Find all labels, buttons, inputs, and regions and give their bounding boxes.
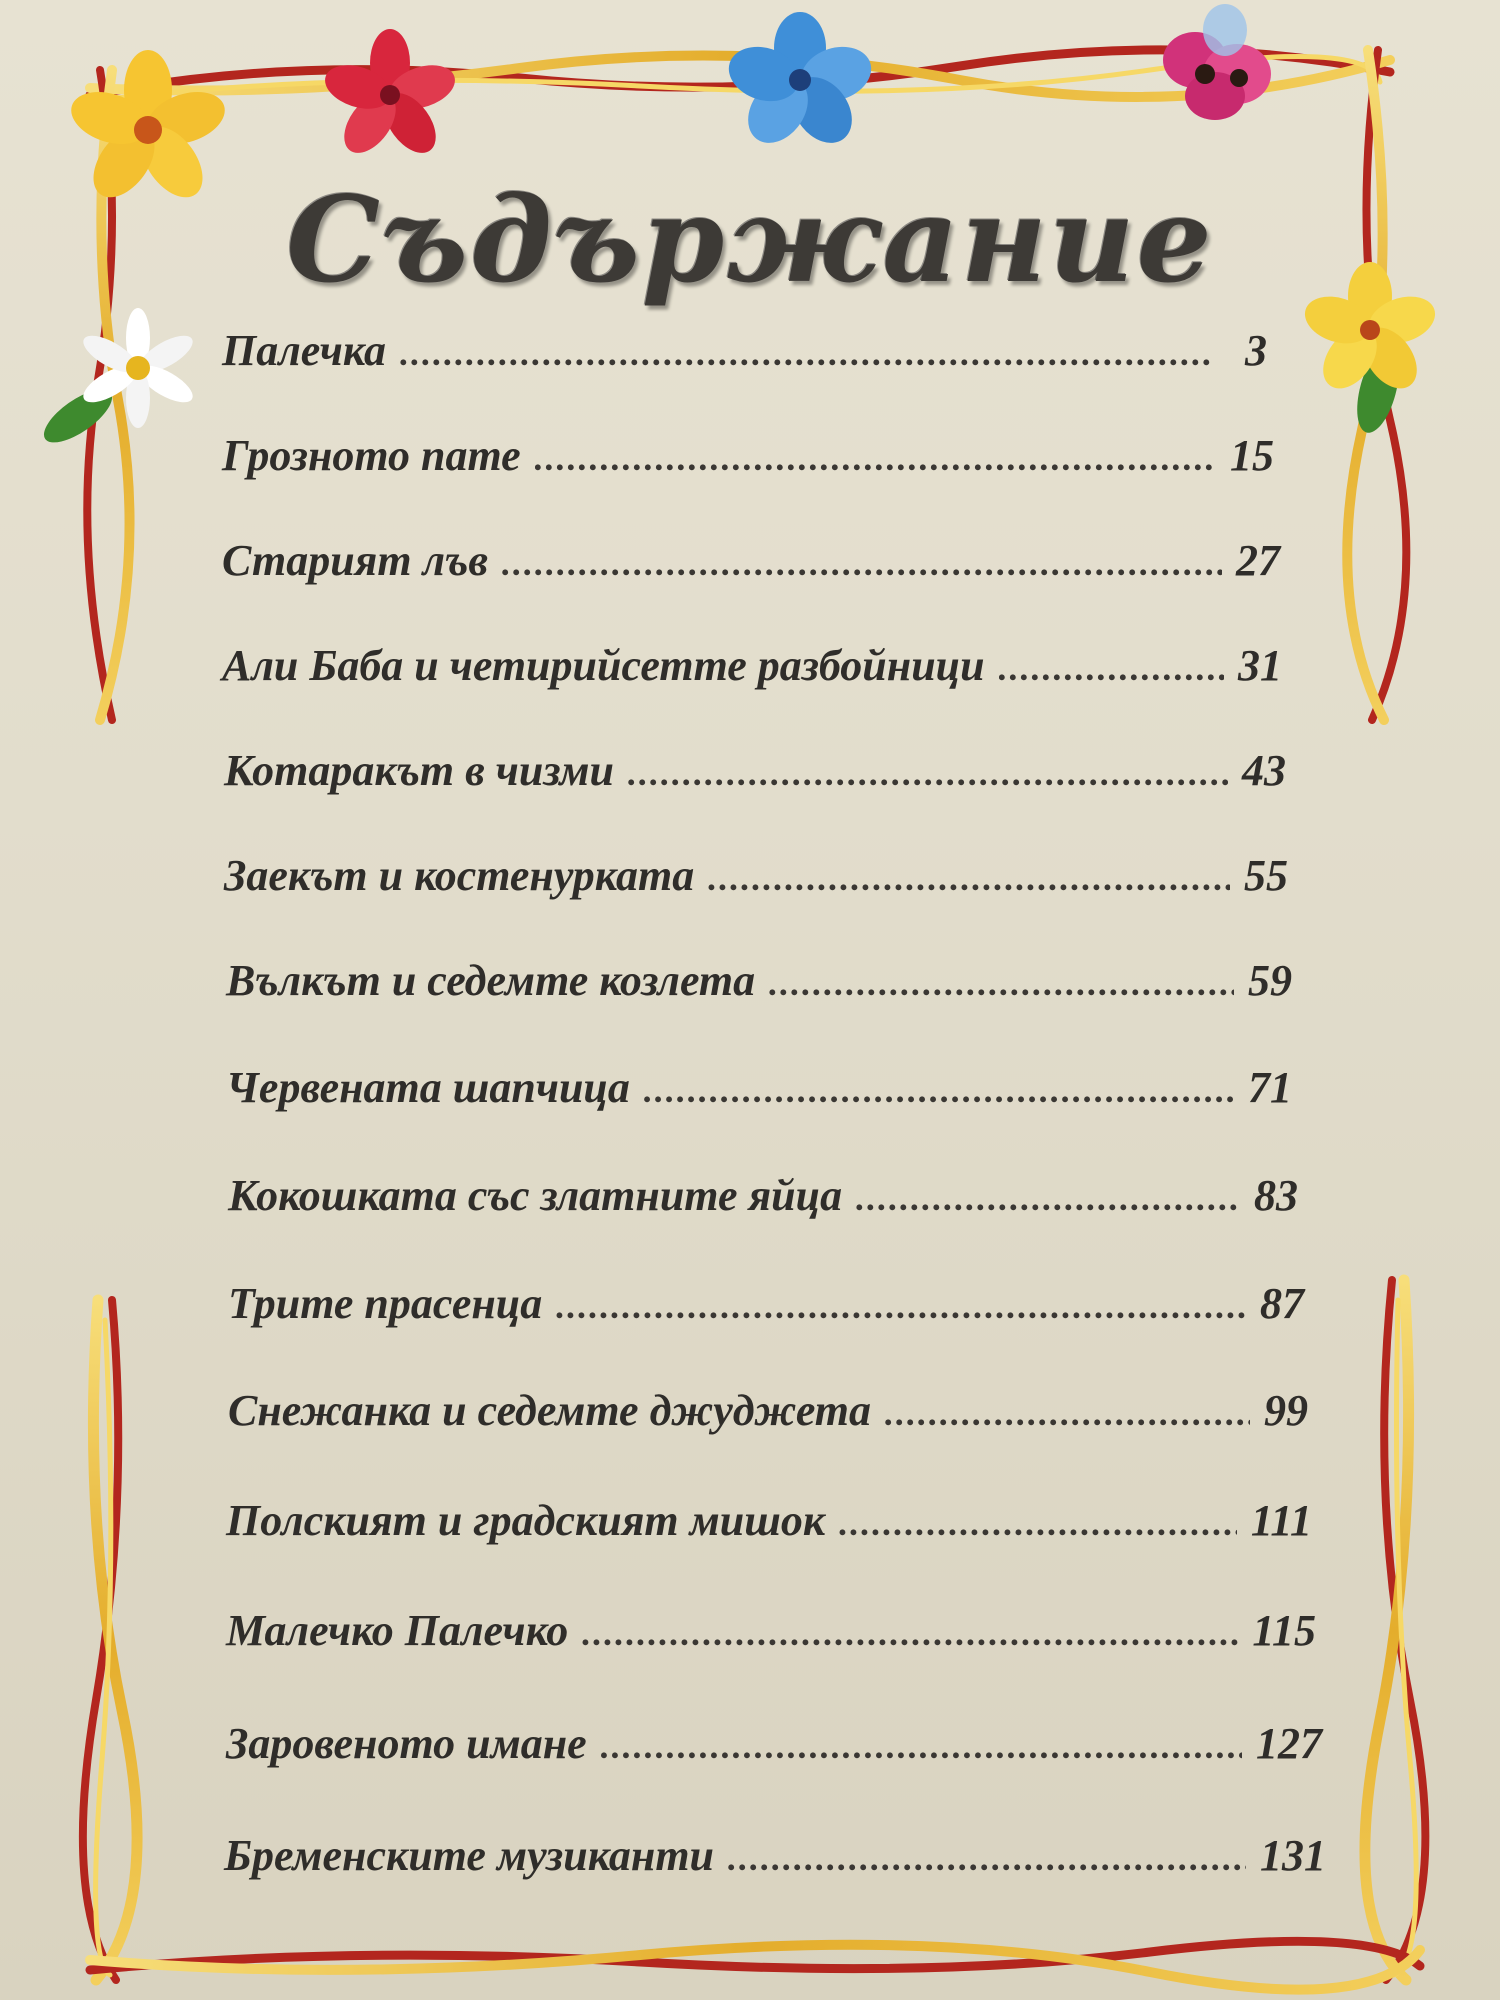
dot-leader: [601, 1725, 1242, 1767]
dot-leader: [644, 1069, 1234, 1111]
toc-entry[interactable]: [222, 535, 1280, 586]
dot-leader: [769, 962, 1234, 1004]
toc-entry-title: Палечка: [222, 326, 387, 375]
toc-entry-title: Полският и градският мишок: [226, 1496, 826, 1545]
toc-entry-title: Заекът и костенурката: [224, 851, 695, 900]
dot-leader: [728, 1837, 1246, 1879]
toc-entry[interactable]: [226, 1495, 1312, 1546]
toc-entry-page: 59: [1248, 956, 1292, 1005]
toc-entry-page: 43: [1242, 746, 1286, 795]
toc-entry-page: 115: [1252, 1606, 1316, 1655]
toc-entry-title: Бременските музиканти: [224, 1831, 715, 1880]
toc-entry[interactable]: [224, 1830, 1326, 1881]
dot-leader: [582, 1612, 1238, 1654]
dot-leader: [708, 857, 1230, 899]
toc-entry-page: 87: [1260, 1279, 1304, 1328]
dot-leader: [628, 752, 1228, 794]
toc-entry[interactable]: [226, 1605, 1316, 1656]
toc-entry-page: 55: [1244, 851, 1288, 900]
toc-entry-page: 3: [1245, 326, 1267, 375]
toc-entry[interactable]: [222, 325, 1267, 376]
toc-entry-page: 15: [1230, 431, 1274, 480]
toc-entry-title: Грозното пате: [222, 431, 521, 480]
toc-entry-page: 83: [1254, 1171, 1298, 1220]
toc-entry-page: 111: [1250, 1496, 1312, 1545]
toc-entry-page: 71: [1248, 1063, 1292, 1112]
toc-entry[interactable]: [228, 1170, 1298, 1221]
toc-entry[interactable]: [224, 850, 1288, 901]
dot-leader: [839, 1502, 1237, 1544]
dot-leader: [535, 437, 1216, 479]
toc-entry-title: Старият лъв: [222, 536, 488, 585]
toc-entry[interactable]: [228, 1278, 1304, 1329]
toc-entry-page: 27: [1236, 536, 1280, 585]
toc-entry-title: Червената шапчица: [226, 1063, 630, 1112]
toc-entry[interactable]: [228, 1385, 1308, 1436]
toc-entry-title: Заровеното имане: [226, 1719, 587, 1768]
toc-entry[interactable]: [222, 430, 1274, 481]
toc-entry-page: 99: [1264, 1386, 1308, 1435]
toc-entry-page: 131: [1260, 1831, 1326, 1880]
dot-leader: [856, 1177, 1240, 1219]
toc-entry[interactable]: [222, 640, 1282, 691]
toc-entry[interactable]: [226, 1062, 1292, 1113]
dot-leader: [999, 647, 1224, 689]
toc-entry[interactable]: [226, 1718, 1322, 1769]
toc-entry-page: 127: [1256, 1719, 1322, 1768]
dot-leader: [556, 1285, 1246, 1327]
toc-entry-title: Снежанка и седемте джуджета: [228, 1386, 872, 1435]
toc-entry-title: Котаракът в чизми: [224, 746, 615, 795]
toc-entry-title: Кокошката със златните яйца: [228, 1171, 843, 1220]
toc-entry-title: Трите прасенца: [228, 1279, 543, 1328]
dot-leader: [502, 542, 1222, 584]
dot-leader: [885, 1392, 1250, 1434]
toc-entry-title: Малечко Палечко: [226, 1606, 569, 1655]
toc-entry-page: 31: [1238, 641, 1282, 690]
toc-entry-title: Али Баба и четирийсетте разбойници: [222, 641, 985, 690]
toc-entry-title: Вълкът и седемте козлета: [226, 956, 756, 1005]
toc-entry[interactable]: [226, 955, 1292, 1006]
dot-leader: [400, 332, 1213, 374]
toc-entry[interactable]: [224, 745, 1286, 796]
page-title: Съдържание: [286, 170, 1214, 309]
